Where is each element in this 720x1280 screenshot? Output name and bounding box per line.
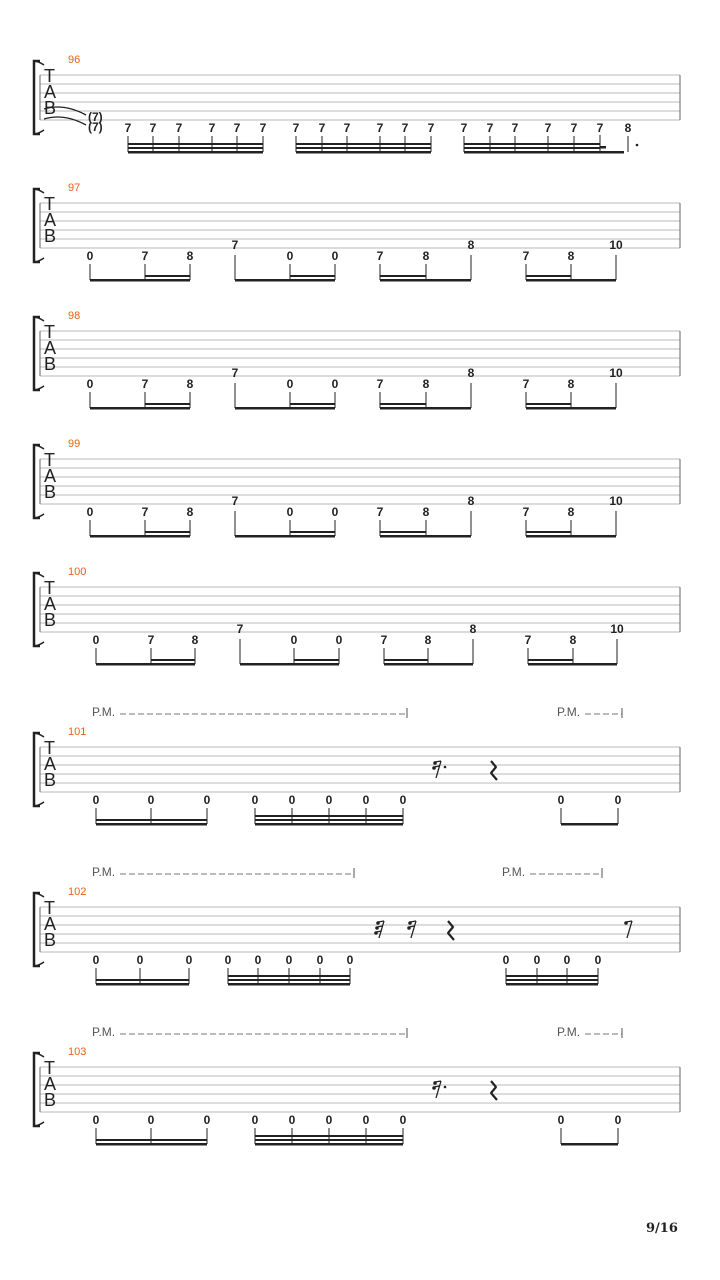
beam [380,535,471,538]
beam [290,531,335,533]
fret-number: 0 [254,953,262,967]
tab-clef-letter: A [44,210,57,230]
fret-number: 7 [376,121,384,135]
fret-number: 10 [609,494,623,508]
beam [128,151,263,154]
bracket-hook [34,386,44,390]
beam [526,403,571,405]
bracket-hook [34,258,44,262]
fret-number: 0 [346,953,354,967]
dot [636,144,639,147]
palm-mute-label: P.M. [557,705,581,719]
measure-number: 101 [68,726,87,738]
fret-number: 7 [147,633,155,647]
palm-mute-label: P.M. [557,1025,581,1039]
beam [561,823,618,826]
fret-number: 7 [380,633,388,647]
fret-number: 8 [467,366,475,380]
beam [526,279,616,282]
fret-number: 0 [614,1113,622,1127]
tab-clef-letter: B [44,930,57,950]
bracket-hook [34,445,44,449]
fret-number: 7 [511,121,519,135]
bracket-hook [34,61,44,65]
fret-number: 7 [233,121,241,135]
tab-clef-letter: A [44,594,57,614]
fret-number: 7 [141,377,149,391]
fret-number: 0 [594,953,602,967]
tab-system [34,865,680,986]
fret-number: 7 [486,121,494,135]
fret-number: 0 [362,1113,370,1127]
fret-number: 7 [318,121,326,135]
system-bracket [34,317,40,390]
tab-clef-letter: A [44,338,57,358]
fret-number: 0 [286,249,294,263]
bracket-hook [34,573,44,577]
fret-number: 0 [92,1113,100,1127]
fret-number: 7 [544,121,552,135]
fret-number: 0 [286,377,294,391]
fret-number: 0 [203,793,211,807]
page-number: 9/16 [646,1221,678,1236]
bracket-hook [34,130,44,134]
beam [255,1135,403,1137]
fret-number: 8 [422,249,430,263]
fret-number: 7 [231,238,239,252]
beam [526,407,616,410]
beam [464,147,600,149]
system-bracket [34,573,40,646]
beam [145,531,190,533]
16th-rest [407,921,416,938]
tab-system [34,54,680,154]
tab-clef-letter: T [44,898,55,918]
tab-system [34,705,680,826]
fret-number: 0 [251,1113,259,1127]
fret-number: 0 [224,953,232,967]
fret-number: 7 [522,505,530,519]
fret-number: 0 [399,1113,407,1127]
measure-number: 97 [68,182,81,194]
fret-number: 7 [427,121,435,135]
fret-number: 7 [524,633,532,647]
fret-number: 7 [236,622,244,636]
beam [255,819,403,821]
fret-number: 7 [460,121,468,135]
fret-number: 0 [533,953,541,967]
fret-number: 0 [335,633,343,647]
tab-system [34,438,680,538]
fret-number: 7 [376,249,384,263]
system-bracket [34,893,40,966]
fret-number: 7 [208,121,216,135]
beam [90,279,190,282]
beam [96,983,189,986]
tied-note: (7) [88,120,103,134]
fret-number: 7 [401,121,409,135]
fret-number: 0 [614,793,622,807]
fret-number: 10 [610,622,624,636]
beam [255,1139,403,1141]
beam [290,275,335,277]
beam [464,151,600,154]
beam [228,983,350,986]
fret-number: 7 [570,121,578,135]
beam [384,663,473,666]
fret-number: 0 [86,505,94,519]
beam [526,531,571,533]
fret-number: 0 [331,377,339,391]
bracket-hook [34,317,44,321]
beam [526,535,616,538]
beam [145,275,190,277]
beam [235,279,335,282]
beam [294,659,339,661]
fret-number: 0 [502,953,510,967]
beam [255,815,403,817]
tab-clef-letter: T [44,738,55,758]
tab-clef-letter: B [44,770,57,790]
beam [96,1139,207,1141]
tie-arc [44,117,86,125]
tab-clef-letter: A [44,466,57,486]
tab-clef-letter: B [44,226,57,246]
tab-clef-letter: T [44,322,55,342]
tab-system [34,310,680,410]
fret-number: 0 [288,1113,296,1127]
measure-number: 98 [68,310,81,322]
system-bracket [34,733,40,806]
fret-number: 0 [290,633,298,647]
fret-number: 7 [141,249,149,263]
fret-number: 0 [86,377,94,391]
palm-mute-label: P.M. [502,865,526,879]
measure-number: 99 [68,438,81,450]
fret-number: 0 [399,793,407,807]
tab-clef-letter: T [44,66,55,86]
fret-number: 0 [325,793,333,807]
fret-number: 8 [467,494,475,508]
beam [464,143,600,145]
fret-number: 0 [557,793,565,807]
fret-number: 0 [86,249,94,263]
fret-number: 7 [343,121,351,135]
fret-number: 7 [596,121,604,135]
quarter-rest [491,1081,497,1100]
fret-number: 8 [624,121,632,135]
tab-clef-letter: B [44,1090,57,1110]
beam [90,407,190,410]
fret-number: 0 [362,793,370,807]
system-bracket [34,1053,40,1126]
tab-clef-letter: A [44,1074,57,1094]
tab-clef-letter: B [44,610,57,630]
beam [600,151,624,154]
beam [296,151,431,154]
fret-number: 7 [124,121,132,135]
beam [145,403,190,405]
fret-number: 8 [422,505,430,519]
fret-number: 10 [609,366,623,380]
fret-number: 7 [376,505,384,519]
bracket-hook [34,962,44,966]
measure-number: 103 [68,1046,87,1058]
beam [380,275,426,277]
fret-number: 0 [251,793,259,807]
fret-number: 7 [175,121,183,135]
beam [96,979,189,981]
beam [380,531,426,533]
beam [506,983,598,986]
beam [240,663,339,666]
beam [528,663,617,666]
fret-number: 7 [149,121,157,135]
tab-clef-letter: A [44,754,57,774]
beam [235,535,335,538]
beam [296,143,431,145]
palm-mute-label: P.M. [92,705,116,719]
fret-number: 0 [185,953,193,967]
beam [96,819,207,821]
fret-number: 8 [191,633,199,647]
fret-number: 0 [136,953,144,967]
bracket-hook [34,893,44,897]
tab-system [34,566,680,666]
tab-clef-letter: A [44,914,57,934]
fret-number: 0 [316,953,324,967]
measure-number: 100 [68,566,87,578]
beam [128,143,263,145]
beam [561,1143,618,1146]
fret-number: 8 [467,238,475,252]
tab-clef-letter: T [44,194,55,214]
quarter-rest [491,761,497,780]
beam [128,147,263,149]
fret-number: 8 [422,377,430,391]
beam [90,535,190,538]
beam [228,979,350,981]
tied-note: (7) [88,110,103,124]
tab-system [34,1025,680,1146]
bracket-hook [34,1122,44,1126]
fret-number: 8 [186,505,194,519]
beam [255,823,403,826]
fret-number: 0 [563,953,571,967]
beam [384,659,428,661]
fret-number: 0 [331,505,339,519]
fret-number: 0 [331,249,339,263]
fret-number: 0 [147,1113,155,1127]
beam [96,663,195,666]
beam [526,275,571,277]
system-bracket [34,445,40,518]
beam [290,403,335,405]
beam [296,147,431,149]
dotted16-rest [432,1081,446,1098]
system-bracket [34,189,40,262]
fret-number: 0 [286,505,294,519]
tab-clef-letter: T [44,450,55,470]
fret-number: 7 [522,377,530,391]
measure-number: 102 [68,886,87,898]
fret-number: 8 [186,377,194,391]
fret-number: 7 [141,505,149,519]
fret-number: 8 [567,249,575,263]
tab-clef-letter: B [44,482,57,502]
beam [506,975,598,977]
fret-number: 10 [609,238,623,252]
quarter-rest [448,921,454,940]
fret-number: 7 [259,121,267,135]
fret-number: 8 [569,633,577,647]
fret-number: 0 [147,793,155,807]
beam [151,659,195,661]
bracket-hook [34,514,44,518]
bracket-hook [34,1053,44,1057]
fret-number: 0 [92,953,100,967]
fret-number: 0 [557,1113,565,1127]
dotted16-rest [432,761,446,778]
fret-number: 7 [522,249,530,263]
palm-mute-label: P.M. [92,865,116,879]
bracket-hook [34,189,44,193]
beam [380,403,426,405]
bracket-hook [34,802,44,806]
beam [380,407,471,410]
tab-clef-letter: T [44,578,55,598]
fret-number: 7 [292,121,300,135]
tab-clef-letter: A [44,82,57,102]
fret-number: 7 [231,366,239,380]
fret-number: 7 [376,377,384,391]
8th-rest [624,921,632,938]
bracket-hook [34,733,44,737]
fret-number: 0 [92,633,100,647]
tab-clef-letter: B [44,98,57,118]
fret-number: 0 [285,953,293,967]
tab-system [34,182,680,282]
fret-number: 8 [186,249,194,263]
fret-number: 8 [424,633,432,647]
fret-number: 8 [469,622,477,636]
tab-clef-letter: T [44,1058,55,1078]
system-bracket [34,61,40,134]
fret-number: 8 [567,377,575,391]
beam [235,407,335,410]
beam [380,279,471,282]
fret-number: 8 [567,505,575,519]
fret-number: 0 [203,1113,211,1127]
beam [228,975,350,977]
32nd-rest [374,921,384,938]
fret-number: 0 [92,793,100,807]
fret-number: 0 [288,793,296,807]
bracket-hook [34,642,44,646]
measure-number: 96 [68,54,81,66]
tab-clef-letter: B [44,354,57,374]
beam [96,1143,207,1146]
beam [506,979,598,981]
beam [255,1143,403,1146]
fret-number: 7 [231,494,239,508]
beam [528,659,573,661]
beam [96,823,207,826]
palm-mute-label: P.M. [92,1025,116,1039]
beam [600,146,606,149]
fret-number: 0 [325,1113,333,1127]
